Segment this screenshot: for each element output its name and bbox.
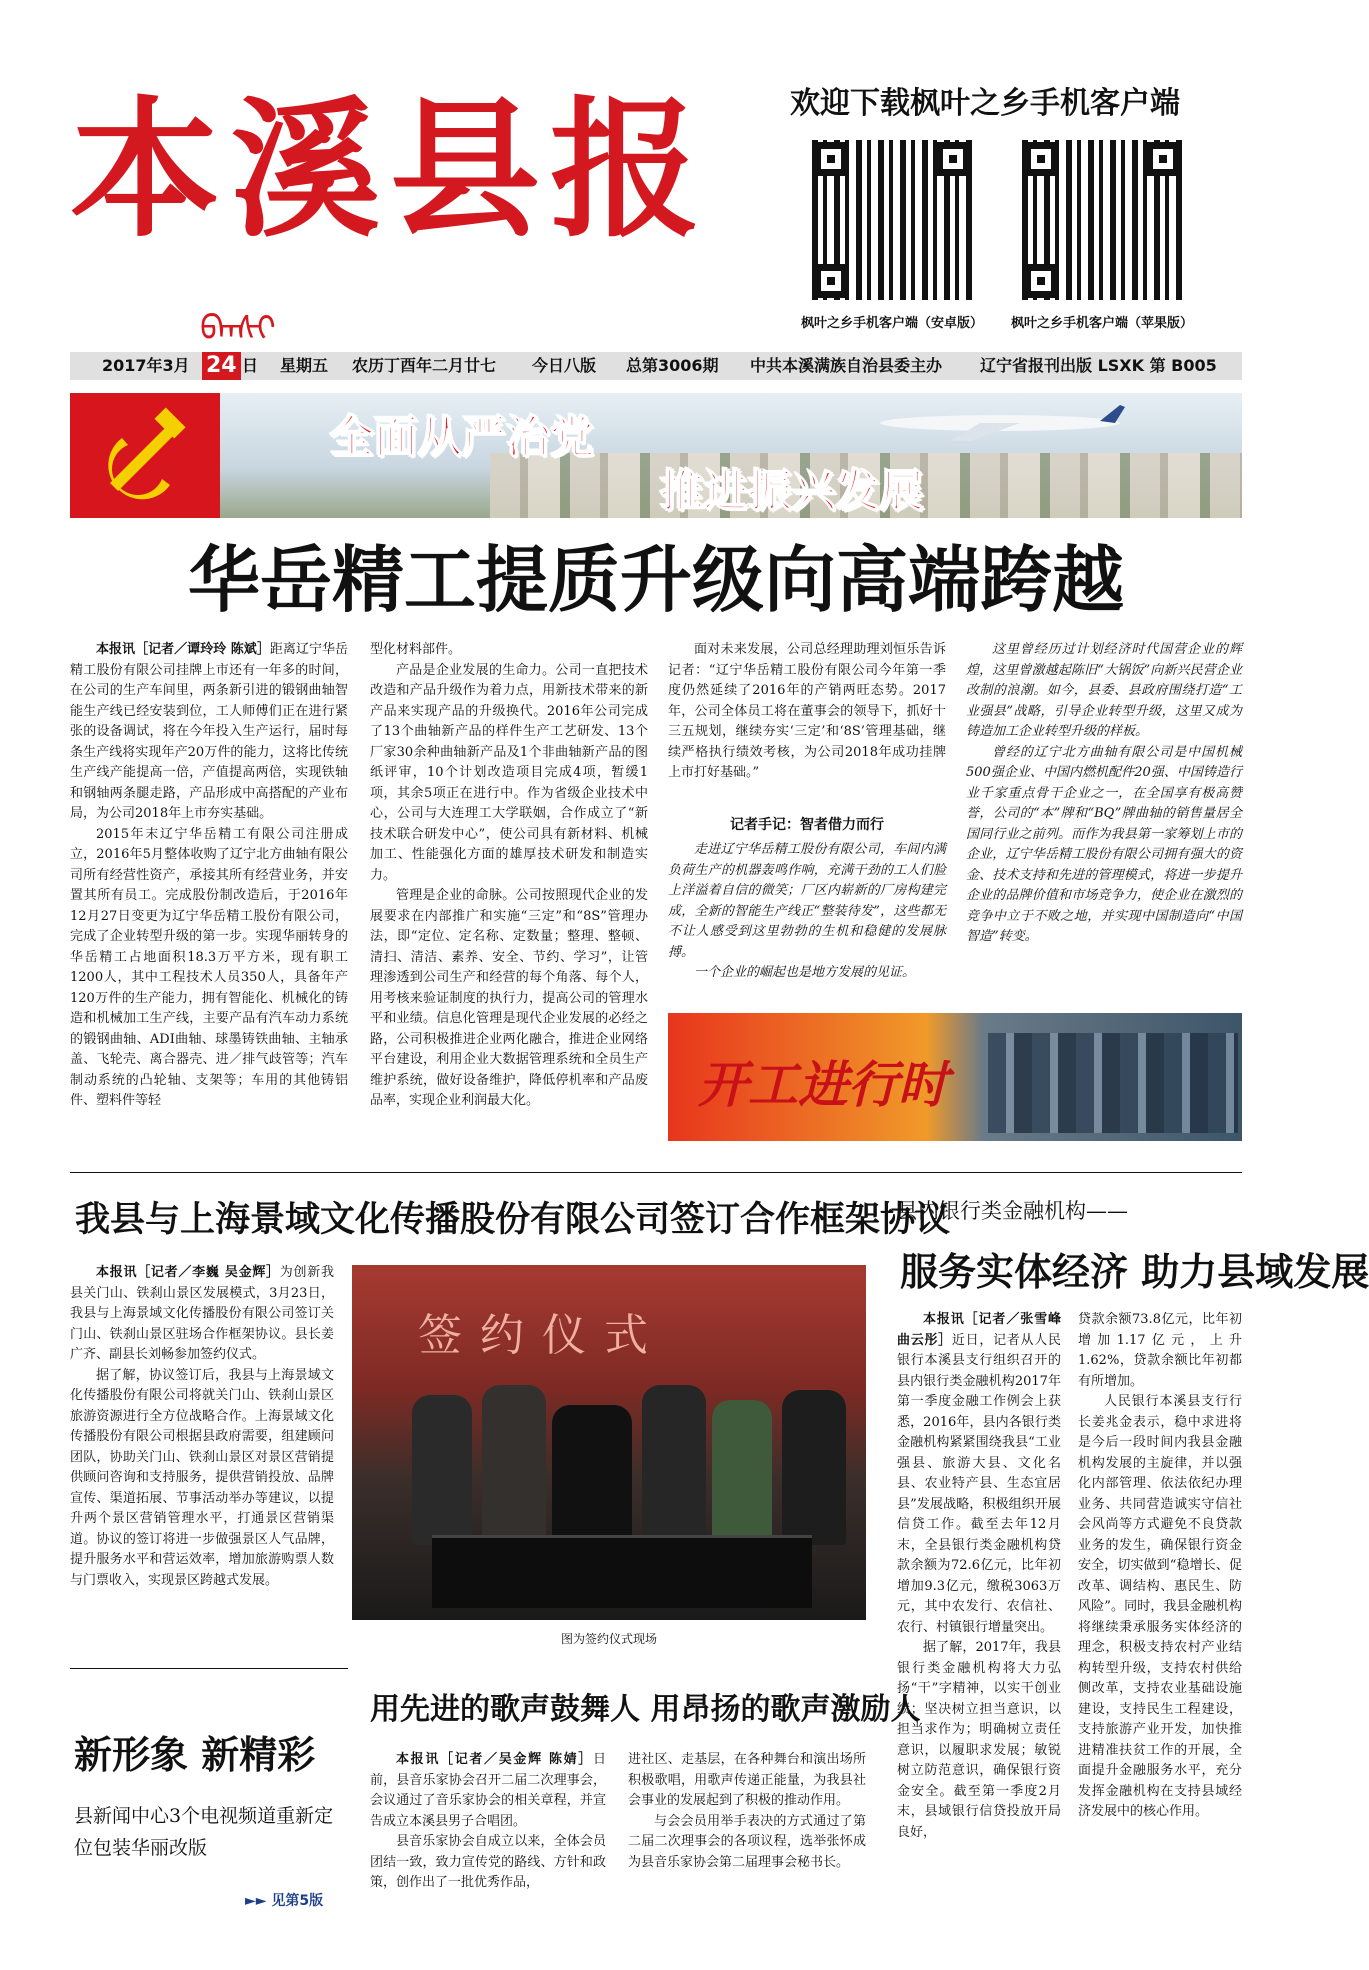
qr-code-ios[interactable] [1022, 140, 1182, 300]
party-banner [70, 393, 1242, 518]
photo-person [642, 1385, 706, 1545]
lead-col-2: 型化材料部件。 产品是企业发展的生命力。公司一直把技术改造和产品升级作为着力点，用新技术带来的新产品来实现产品的升级换代。2016年公司完成了13个曲轴新产品的样件生产工艺研发、13个厂家30余种曲轴新产品及1个非曲轴新产品的图纸评审，10个计划改造项目完成4项，暂缓1项，其余5项正在进行中。作为省级企业技术中心，公司与大连理工大学联姻，合作成立了“新技术联合研发中心”，使公司具有新材料、机械加工、性能强化方面的雄厚技术研发和制造实力。 管理是企业的命脉。公司按照现代企业的发展要求在内部推广和实施“三定”和“8S”管理办法，即“定位、定名称、定数量；整理、整顿、清扫、清洁、素养、安全、节约、学习”，让管理渗透到公司生产和经营的每个角落、每个人，用考核来验证制度的执行力，提高公司的管理水平和业绩。信息化管理是现代企业发展的必经之路，公司积极推进企业两化融合，推进企业网络平台建设，利用企业大数据管理系统和全员生产维护系统，做好设备维护，降低停机率和产品废品率，实现企业利润最大化。 [370, 642, 648, 1108]
article2-headline: 我县与上海景域文化传播股份有限公司签订合作框架协议 [75, 1199, 951, 1240]
lead-headline: 华岳精工提质升级向高端跨越 [187, 537, 1124, 622]
article4-byline: 本报讯［记者／吴金辉 陈婧］ [396, 1752, 593, 1767]
article4-col-2: 进社区、走基层，在各种舞台和演出场所积极歌唱，用歌声传递正能量，为我县社会事业的发展起到了积极的推动作用。 与会会员用举手表决的方式通过了第二届二次理事会的各项议程，选举张怀成为县音乐家协会第二届理事会秘书长。 [628, 1752, 866, 1870]
airplane-image [870, 403, 1130, 443]
article2-body: 本报讯［记者／李巍 吴金辉］为创新我县关门山、铁刹山景区发展模式，3月23日，我县与上海景域文化传播股份有限公司签订关门山、铁刹山景区驻场合作框架协议。县长姜广齐、副县长刘畅参加签约仪式。 据了解，协议签订后，我县与上海景域文化传播股份有限公司将就关门山、铁刹山景区旅游资源进行全方位战略合作。上海景域文化传播股份有限公司根据县政府需要，组建顾问团队，协助关门山、铁刹山景区对景区营销提供顾问咨询和支持服务，提供营销投放、品牌宣传、渠道拓展、节事活动举办等建议，以提升两个景区营销管理水平，打通景区营销渠道。协议的签订将进一步做强景区人气品牌，提升服务水平和营运效率，增加旅游购票人数与门票收入，实现景区跨越式发展。 [70, 1265, 334, 1588]
see-page-5-link[interactable]: ►► 见第5版 [245, 1893, 324, 1909]
photo-person [412, 1395, 472, 1545]
date-weekday: 星期五 [280, 356, 329, 375]
photo-person [782, 1390, 846, 1545]
party-flag-image [70, 393, 220, 518]
article3-headline: 服务实体经济 助力县域发展 [900, 1249, 1369, 1294]
article3-byline: 本报讯［记者／张雪峰 曲云彤］ [897, 1312, 1061, 1348]
hammer-sickle-icon [70, 393, 220, 518]
article3-kicker: 县内银行类金融机构—— [897, 1199, 1128, 1223]
promo-divider [70, 1668, 348, 1669]
factory-photo [668, 1013, 1242, 1141]
lead-col-3: 面对未来发展，公司总经理助理刘恒乐告诉记者：“辽宁华岳精工股份有限公司今年第一季度仍然延续了2016年的产销两旺态势。2017年，公司全体员工将在董事会的领导下，抓好十三五规划，继续夯实‘三定’和‘8S’管理基础，继续严格执行绩效考核，为公司2018年成功挂牌上市打好基础。” [668, 642, 946, 780]
article4-col-1: 本报讯［记者／吴金辉 陈婧］日前，县音乐家协会召开二届二次理事会，会议通过了音乐家协会的相关章程，并宣告成立本溪县男子合唱团。 县音乐家协会自成立以来，全体会员团结一致，致力宣传党的路线、方针和政策，创作出了一批优秀作品， [370, 1752, 606, 1890]
masthead-title: 本溪县报 [70, 82, 711, 258]
photo-caption: 图为签约仪式现场 [560, 1632, 657, 1646]
page-count: 今日八版 [532, 356, 597, 375]
signing-ceremony-photo [352, 1265, 866, 1620]
qr-ios-caption: 枫叶之乡手机客户端（苹果版） [1010, 316, 1193, 331]
workshop-machines [988, 1033, 1238, 1133]
article2-byline: 本报讯［记者／李巍 吴金辉］ [96, 1265, 280, 1280]
banner-slogan-2: 推进振兴发展 [660, 466, 924, 517]
article3-col-1: 本报讯［记者／张雪峰 曲云彤］近日，记者从人民银行本溪县支行组织召开的县内银行类金融机构2017年第一季度金融工作例会上获悉，2016年，县内各银行类金融机构紧紧围绕我县“工业强县、旅游大县、文化名县、农业特产县、生态宜居县”发展战略，积极组织开展信贷工作。截至去年12月末，全县银行类金融机构贷款余额为72.6亿元，比年初增加9.3亿元，缴税3063万元，其中农发行、农信社、农行、村镇银行增量突出。 据了解，2017年，我县银行类金融机构将大力弘扬“干”字精神，以实干创业绩；坚决树立担当意识，以担当求作为；明确树立责任意识，以履职求发展；敏锐树立防范意识，确保银行资金安全。截至第一季度2月末，县域银行信贷投放开局良好， [897, 1312, 1061, 1840]
masthead-mongolian-script: ᠪᠡᠨᠰᠢ [200, 309, 276, 349]
date-lunar: 农历丁酉年二月廿七 [352, 356, 497, 375]
photo-person [482, 1385, 546, 1545]
date-day-suffix: 日 [242, 356, 259, 375]
dateline-bar [70, 352, 1242, 380]
date-day: 24 [202, 352, 241, 380]
photo-signing-banner: 签约仪式 [418, 1310, 666, 1361]
app-download-prompt: 欢迎下载枫叶之乡手机客户端 [790, 86, 1180, 121]
section-divider [70, 1172, 1242, 1173]
reporter-note-title: 记者手记：智者借力而行 [730, 817, 884, 833]
date-year-month: 2017年3月 [102, 356, 190, 375]
license-number: 辽宁省报刊出版 LSXK 第 B005 [980, 356, 1217, 375]
photo-person [712, 1400, 772, 1545]
promo-headline: 新形象 新精彩 [74, 1732, 316, 1777]
factory-photo-text: 开工进行时 [698, 1055, 948, 1114]
banner-slogan-1: 全面从严治党 [330, 412, 594, 463]
article3-col-2: 贷款余额73.8亿元，比年初增加1.17亿元，上升1.62%，贷款余额比年初都有所增加。 人民银行本溪县支行行长姜兆金表示，稳中求进将是今后一段时间内我县金融机构发展的主旋律，并以强化内部管理、依法依纪办理业务、共同营造诚实守信社会风尚等方式避免不良贷款业务的发生，确保银行资金安全，切实做到“稳增长、促改革、调结构、惠民生、防风险”。同时，我县金融机构将继续秉承服务实体经济的理念，积极支持农村产业结构转型升级，支持农村供给侧改革，支持农业基础设施建设，支持民生工程建设，支持旅游产业开发，加快推进精准扶贫工作的开展，全面提升金融服务水平，充分发挥金融机构在支持县域经济发展中的核心作用。 [1078, 1312, 1242, 1819]
article4-headline: 用先进的歌声鼓舞人 用昂扬的歌声激励人 [370, 1692, 921, 1727]
sponsor: 中共本溪满族自治县委主办 [750, 356, 943, 375]
reporter-note-col-4: 这里曾经历过计划经济时代国营企业的辉煌，这里曾激越起陈旧“大锅饭”向新兴民营企业改制的浪潮。如今，县委、县政府围绕打造“工业强县”战略，引导企业转型升级，这里又成为铸造加工企业转型升级的样板。 曾经的辽宁北方曲轴有限公司是中国机械500强企业、中国内燃机配件20强、中国铸造行业千家重点骨干企业之一，在全国享有极高赞誉，公司的“本”牌和“BQ”牌曲轴的销售量居全国同行业之前列。而作为我县第一家筹划上市的企业，辽宁华岳精工股份有限公司拥有强大的资金、技术支持和先进的管理模式，将进一步提升企业的品牌价值和市场竞争力，使企业在激烈的竞争中立于不败之地，并实现中国制造向“中国智造”转变。 [966, 642, 1242, 944]
promo-subtitle: 县新闻中心3个电视频道重新定位包装华丽改版 [74, 1805, 334, 1859]
reporter-note-col-3: 走进辽宁华岳精工股份有限公司，车间内满负荷生产的机器轰鸣作响，充满干劲的工人们脸上洋溢着自信的微笑；厂区内崭新的厂房构建完成，全新的智能生产线正“整装待发”，这些都无不让人感受到这里勃勃的生机和稳健的发展脉搏。 一个企业的崛起也是地方发展的见证。 [668, 842, 946, 980]
lead-col-1: 本报讯［记者／谭玲玲 陈斌］距离辽宁华岳精工股份有限公司挂牌上市还有一年多的时间，在公司的生产车间里，两条新引进的锻钢曲轴智能生产线已经安装到位，工人师傅们正在进行紧张的设备调试，将在今年投入生产运行，届时每条生产线将实现年产20万件的能力，这将比传统生产线产能提高一倍，产值提高两倍，实现铁轴和钢轴两条腿走路，产品形成中高搭配的产业布局，为公司2018年上市夯实基础。 2015年末辽宁华岳精工有限公司注册成立，2016年5月整体收购了辽宁北方曲轴有限公司所有经营性资产，承接其所有经营业务，并安置其所有员工。完成股份制改造后，于2016年12月27日变更为辽宁华岳精工股份有限公司，完成了企业转型升级的第一步。实现华丽转身的华岳精工占地面积18.3万平方米，现有职工1200人，其中工程技术人员350人，具备年产120万件的生产能力，拥有智能化、机械化的铸造和机械加工生产线，主要产品有汽车动力系统的锻钢曲轴、ADI曲轴、球墨铸铁曲轴、主轴承盖、飞轮壳、离合器壳、进／排气歧管等；汽车制动系统的凸轮轴、支架等；车用的其他铸铝件、塑料件等轻 [70, 642, 348, 1108]
qr-code-android[interactable] [812, 140, 972, 300]
photo-person [552, 1405, 632, 1545]
lead-byline: 本报讯［记者／谭玲玲 陈斌］ [96, 642, 270, 657]
issue-number: 总第3006期 [626, 356, 719, 375]
signing-table [432, 1535, 812, 1608]
qr-android-caption: 枫叶之乡手机客户端（安卓版） [800, 316, 983, 331]
